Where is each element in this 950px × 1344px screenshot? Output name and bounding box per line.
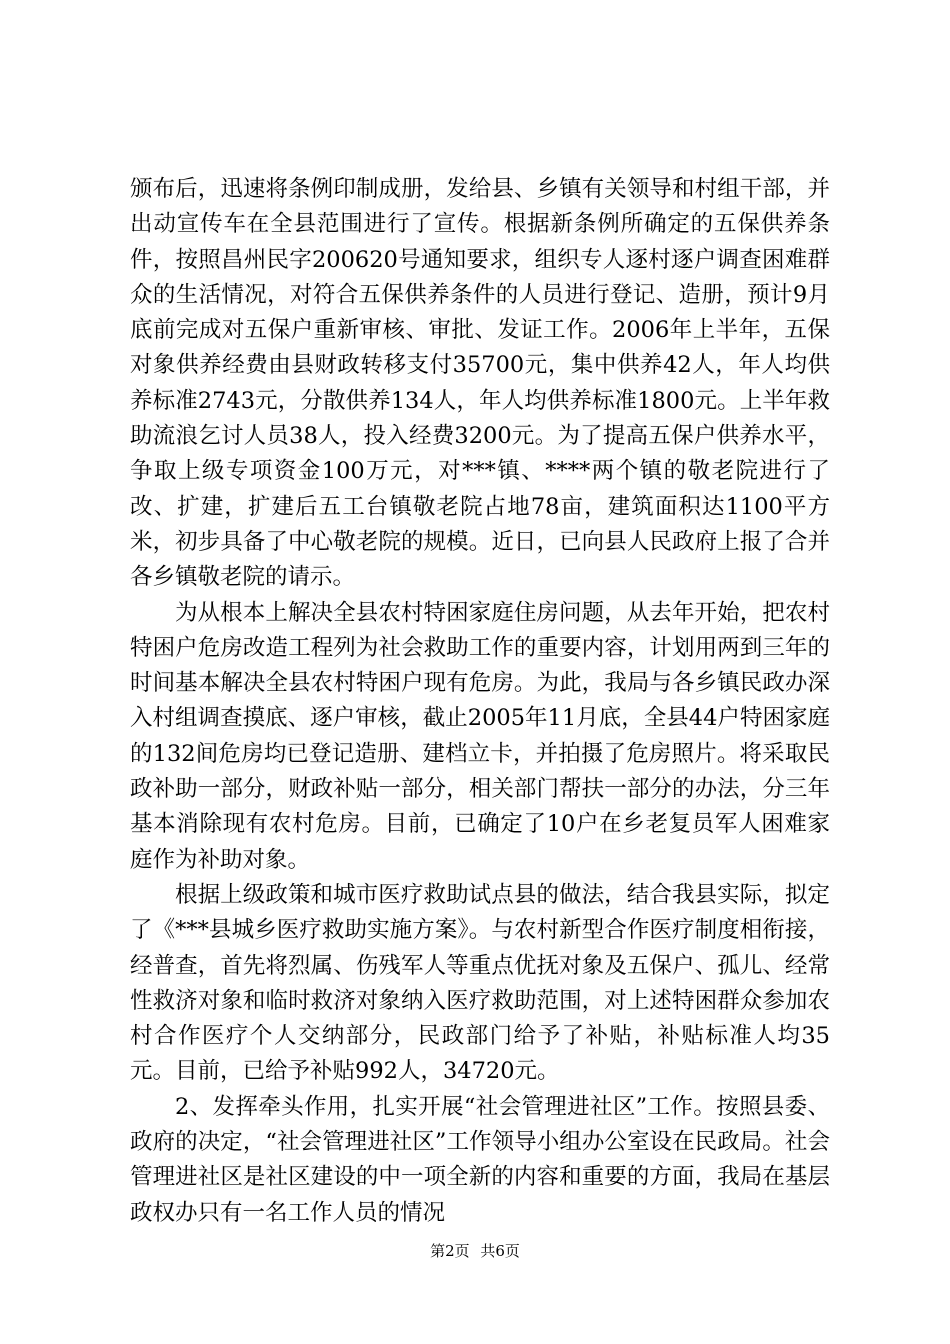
page-footer — [0, 1240, 950, 1261]
paragraph-medical-aid: 根据上级政策和城市医疗救助试点县的做法，结合我县实际，拟定了《***县城乡医疗救助实施方案》。与农村新型合作医疗制度相衔接，经普查，首先将烈属、伤残军人等重点优抚对象及五保户、孤儿、经常性救济对象和临时救济对象纳入医疗救助范围，对上述特困群众参加农村合作医疗个人交纳部分，民政部门给予了补贴，补贴标准人均35元。目前，已给予补贴992人，34720元。 — [130, 881, 830, 1085]
page-number: 第2页 — [430, 1242, 470, 1260]
paragraph-community-management: 2、发挥牵头作用，扎实开展“社会管理进社区”工作。按照县委、政府的决定，“社会管理进社区”工作领导小组办公室设在民政局。社会管理进社区是社区建设的中一项全新的内容和重要的方面，我局在基层政权办只有一名工作人员的情况 — [130, 1093, 830, 1226]
body-text — [130, 172, 830, 1231]
page-total: 共6页 — [480, 1242, 520, 1260]
paragraph-continued: 颁布后，迅速将条例印制成册，发给县、乡镇有关领导和村组干部，并出动宣传车在全县范围进行了宣传。根据新条例所确定的五保供养条件，按照昌州民字200620号通知要求，组织专人逐村逐户调查困难群众的生活情况，对符合五保供养条件的人员进行登记、造册，预计9月底前完成对五保户重新审核、审批、发证工作。2006年上半年，五保对象供养经费由县财政转移支付35700元，集中供养42人，年人均供养标准2743元，分散供养134人，年人均供养标准1800元。上半年救助流浪乞讨人员38人，投入经费3200元。为了提高五保户供养水平，争取上级专项资金100万元，对***镇、****两个镇的敬老院进行了改、扩建，扩建后五工台镇敬老院占地78亩，建筑面积达1100平方米，初步具备了中心敬老院的规模。近日，已向县人民政府上报了合并各乡镇敬老院的请示。 — [130, 176, 830, 591]
paragraph-housing: 为从根本上解决全县农村特困家庭住房问题，从去年开始，把农村特困户危房改造工程列为社会救助工作的重要内容，计划用两到三年的时间基本解决全县农村特困户现有危房。为此，我局与各乡镇民政办深入村组调查摸底、逐户审核，截止2005年11月底，全县44户特困家庭的132间危房均已登记造册、建档立卡，并拍摄了危房照片。将采取民政补助一部分，财政补贴一部分，相关部门帮扶一部分的办法，分三年基本消除现有农村危房。目前，已确定了10户在乡老复员军人困难家庭作为补助对象。 — [130, 599, 830, 873]
